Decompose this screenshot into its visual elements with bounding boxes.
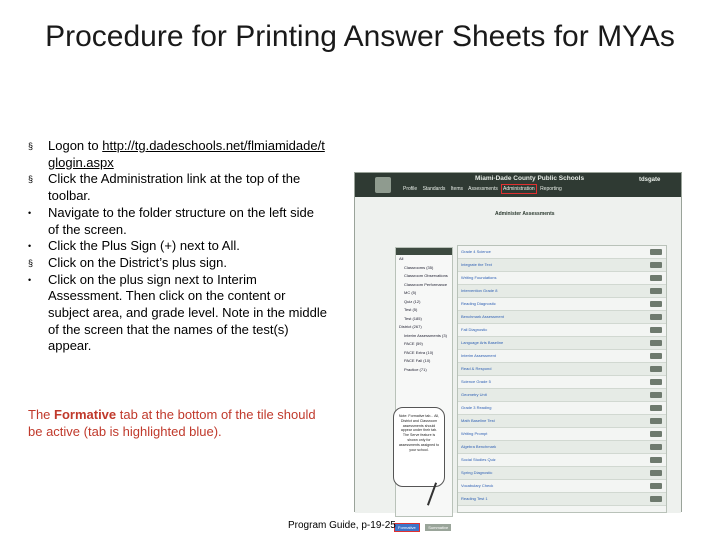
bullet-icon: § (28, 141, 34, 151)
nav-reporting[interactable]: Reporting (540, 186, 562, 192)
tree-item[interactable]: PACE Extra (10) (404, 349, 434, 355)
formative-tab-note (28, 406, 318, 440)
nav-administration[interactable]: Administration (502, 186, 535, 192)
callout-bubble: Note: Formative tab... All, District and Classroom assessments should appear under their tab. The Serve feature is shown only for assessments assigned to your school. (393, 407, 445, 487)
assessment-name[interactable]: Social Studies Quiz (461, 457, 496, 462)
print-icon[interactable] (650, 483, 662, 489)
list-item[interactable] (458, 285, 666, 298)
screenshot-header (355, 173, 681, 197)
assessment-name[interactable]: Spring Diagnostic (461, 470, 493, 475)
list-item[interactable] (458, 415, 666, 428)
assessment-name[interactable]: Language Arts Baseline (461, 340, 504, 345)
nav-standards[interactable]: Standards (422, 186, 446, 192)
list-item (28, 238, 328, 255)
list-item-text: Click the Plus Sign (+) next to All. (48, 238, 240, 254)
note-suffix: tab at the bottom of the tile should be active (tab is highlighted blue). (28, 407, 316, 439)
bullet-icon: • (28, 207, 32, 218)
tree-item[interactable]: Test (185) (404, 315, 422, 321)
list-item[interactable] (458, 259, 666, 272)
list-item-text: Click the Administration link at the top of the toolbar. (48, 171, 301, 204)
print-icon[interactable] (650, 418, 662, 424)
list-item-text: Click on the District’s plus sign. (48, 254, 227, 270)
assessment-name[interactable]: Intervention Grade 8 (461, 288, 498, 293)
app-screenshot (354, 172, 682, 530)
list-item-text: Logon to (48, 138, 99, 153)
tree-item[interactable]: Quiz (12) (404, 298, 421, 304)
tree-item[interactable]: Practice (71) (404, 366, 427, 372)
nav-assessments[interactable]: Assessments (468, 186, 498, 192)
tree-item-district[interactable]: District (267) (399, 324, 422, 329)
nav-items[interactable]: Items (450, 186, 463, 192)
list-item[interactable] (458, 363, 666, 376)
list-item[interactable] (458, 389, 666, 402)
list-item (28, 138, 328, 171)
list-item (28, 272, 328, 356)
print-icon[interactable] (650, 275, 662, 281)
list-item[interactable] (458, 441, 666, 454)
assessment-name[interactable]: Math Baseline Test (461, 418, 495, 423)
print-icon[interactable] (650, 366, 662, 372)
tree-item[interactable]: Interim Assessments (3) (404, 332, 447, 338)
note-bold: Formative (54, 407, 117, 422)
list-item[interactable] (458, 298, 666, 311)
tree-item[interactable]: PACE Fall (10) (404, 358, 431, 363)
list-item[interactable] (458, 480, 666, 493)
print-icon[interactable] (650, 431, 662, 437)
print-icon[interactable] (650, 405, 662, 411)
print-icon[interactable] (650, 314, 662, 320)
print-icon[interactable] (650, 327, 662, 333)
print-icon[interactable] (650, 288, 662, 294)
assessment-name[interactable]: Geometry Unit (461, 392, 487, 397)
bullet-icon: § (28, 257, 34, 268)
tree-header (396, 248, 452, 255)
assessment-name[interactable]: Fall Diagnostic (461, 327, 488, 332)
print-icon[interactable] (650, 340, 662, 346)
assessment-name[interactable]: Read & Respond (461, 366, 492, 371)
screenshot-body (355, 197, 681, 530)
print-icon[interactable] (650, 470, 662, 476)
print-icon[interactable] (650, 444, 662, 450)
list-item[interactable] (458, 311, 666, 324)
list-item (28, 171, 328, 204)
list-item (28, 205, 328, 238)
assessment-name[interactable]: Grade 3 Reading (461, 405, 492, 410)
tree-tabs (395, 516, 453, 530)
list-item-text: Navigate to the folder structure on the left side of the screen. (48, 204, 314, 237)
tree-item-all[interactable]: All (399, 256, 404, 261)
assessment-name[interactable]: Reading Test 1 (461, 496, 488, 501)
tab-summative[interactable]: Summative (425, 524, 451, 531)
assessment-name[interactable]: Vocabulary Check (461, 483, 494, 488)
note-prefix: The (28, 407, 55, 422)
list-item[interactable] (458, 454, 666, 467)
tree-item[interactable]: MC (5) (404, 290, 417, 295)
tree-item[interactable]: Test (5) (404, 307, 418, 312)
list-item[interactable] (458, 467, 666, 480)
list-item[interactable] (458, 350, 666, 363)
list-item[interactable] (458, 246, 666, 259)
assessment-name[interactable]: Science Grade 5 (461, 379, 491, 384)
instruction-list (28, 138, 328, 355)
logon-link[interactable]: http://tg.dadeschools.net/flmiamidade/tglogin.aspx (48, 138, 325, 170)
bullet-icon: § (28, 174, 34, 185)
screenshot-nav (403, 186, 566, 192)
list-item[interactable] (458, 428, 666, 441)
list-item[interactable] (458, 402, 666, 415)
print-icon[interactable] (650, 496, 662, 502)
assessment-name[interactable]: Integrate the Text (461, 262, 492, 267)
page-title: Procedure for Printing Answer Sheets for MYAs (45, 20, 675, 53)
print-icon[interactable] (650, 353, 662, 359)
tab-formative[interactable]: Formative (395, 524, 419, 531)
tree-item[interactable]: Classroom Performance (404, 281, 448, 287)
list-item (28, 255, 328, 272)
print-icon[interactable] (650, 457, 662, 463)
assessment-name[interactable]: Writing Prompt (461, 431, 488, 436)
screenshot-page-title: Administer Assessments (495, 211, 555, 217)
list-item[interactable] (458, 324, 666, 337)
tree-item[interactable]: PACE (59) (404, 341, 423, 346)
site-name: Miami-Dade County Public Schools (475, 175, 585, 182)
tree-item[interactable]: Classrooms (35) (404, 264, 434, 270)
list-item-text: Click on the plus sign next to Interim Assessment. Then click on the content or subject area, and grade level. Note in the middle of the screen that the names of the test(s) appear. (48, 271, 327, 354)
nav-profile[interactable]: Profile (403, 186, 418, 192)
tree-item[interactable]: Classroom Observations (404, 273, 448, 278)
page-footer: Program Guide, p-19-25 (288, 520, 396, 531)
print-icon[interactable] (650, 301, 662, 307)
print-icon[interactable] (650, 262, 662, 268)
bullet-icon: • (28, 241, 32, 252)
brand-logo: tdsgate (639, 177, 661, 183)
list-item[interactable] (458, 337, 666, 350)
list-item[interactable] (458, 272, 666, 285)
assessment-list (457, 245, 667, 513)
assessment-name[interactable]: Reading Diagnostic (461, 301, 496, 306)
assessment-name[interactable]: Benchmark Assessment (461, 314, 504, 319)
bullet-icon: • (28, 274, 32, 285)
print-icon[interactable] (650, 249, 662, 255)
assessment-name[interactable]: Grade 4 Science (461, 249, 491, 254)
list-item[interactable] (458, 376, 666, 389)
assessment-name[interactable]: Writing Foundations (461, 275, 497, 280)
print-icon[interactable] (650, 392, 662, 398)
list-item[interactable] (458, 493, 666, 506)
school-logo-icon (375, 177, 391, 193)
assessment-name[interactable]: Interim Assessment (461, 353, 496, 358)
print-icon[interactable] (650, 379, 662, 385)
assessment-name[interactable]: Algebra Benchmark (461, 444, 497, 449)
